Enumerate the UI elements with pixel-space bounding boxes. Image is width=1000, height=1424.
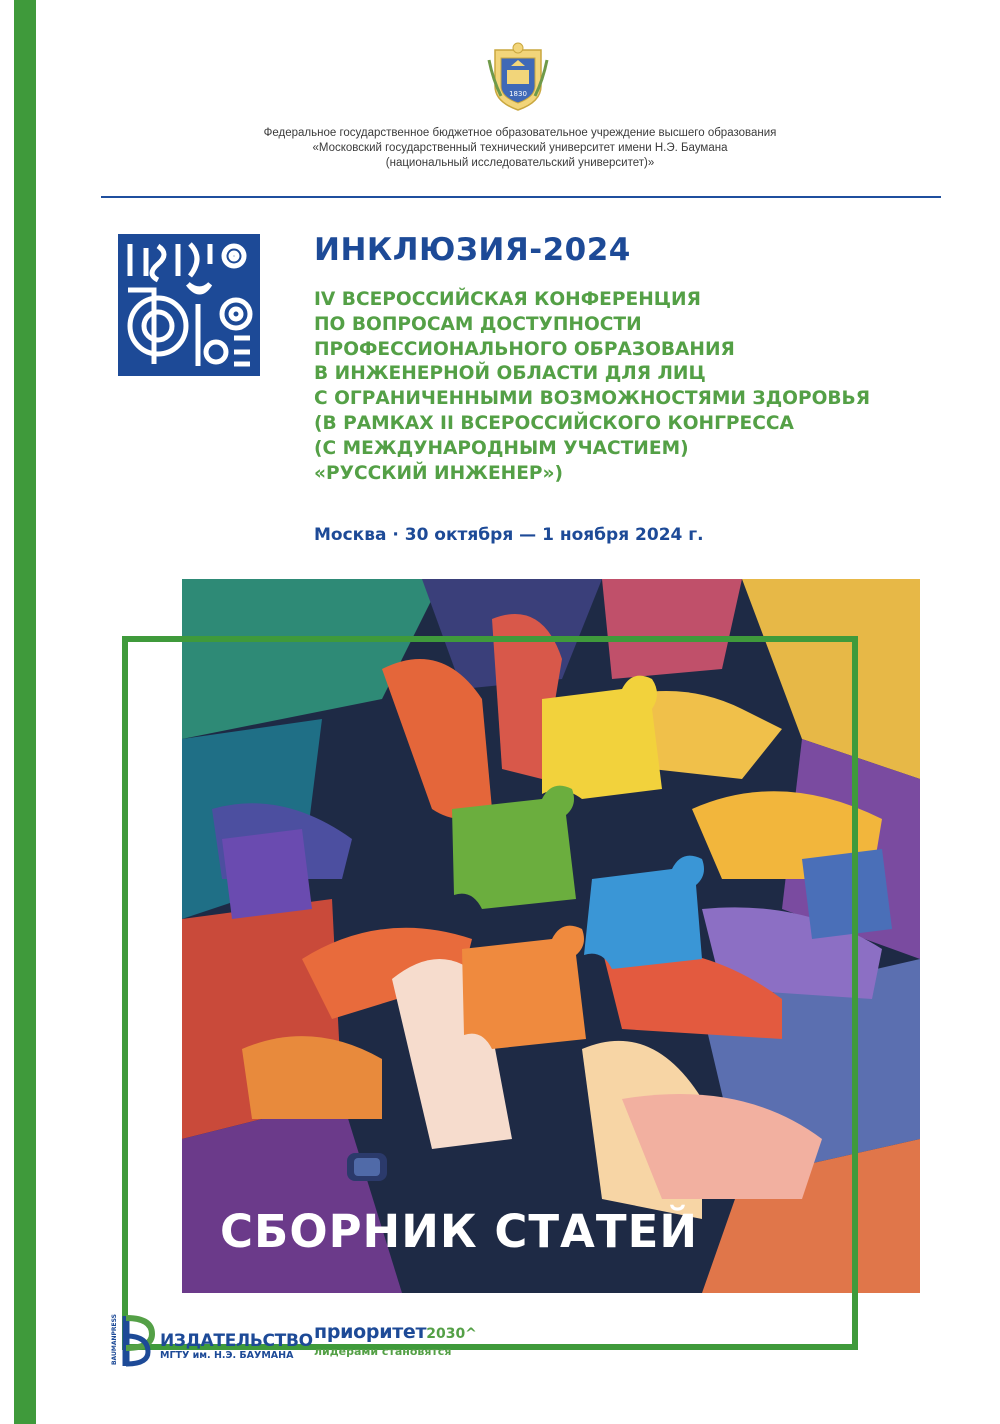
conference-line-2: ПО ВОПРОСАМ ДОСТУПНОСТИ [314, 313, 642, 335]
header-line-3: (национальный исследовательский университет)» [385, 157, 655, 169]
cover-illustration [182, 579, 920, 1293]
emblem-year: 1830 [509, 90, 527, 98]
collection-title: СБОРНИК СТАТЕЙ [220, 1205, 698, 1258]
university-emblem-icon [487, 40, 549, 112]
conference-line-5: С ОГРАНИЧЕННЫМИ ВОЗМОЖНОСТЯМИ ЗДОРОВЬЯ [314, 388, 871, 410]
priority-word: приоритет [314, 1321, 427, 1343]
hands-puzzle-image [182, 579, 920, 1293]
conference-line-1: IV ВСЕРОССИЙСКАЯ КОНФЕРЕНЦИЯ [314, 289, 701, 310]
institution-header [120, 126, 920, 171]
publisher-block [160, 1332, 313, 1361]
conference-title: ИНКЛЮЗИЯ-2024 [314, 232, 631, 268]
conference-subtitle [314, 288, 870, 486]
conference-line-3: ПРОФЕССИОНАЛЬНОГО ОБРАЗОВАНИЯ [314, 338, 735, 360]
publisher-vertical-label: BAUMANPRESS [111, 1314, 118, 1366]
conference-logo-icon [118, 234, 260, 376]
priority-2030-logo [314, 1321, 477, 1358]
conference-line-6: (В РАМКАХ II ВСЕРОССИЙСКОГО КОНГРЕССА [314, 412, 794, 434]
header-line-2: «Московский государственный технический университет имени Н.Э. Баумана [312, 142, 728, 154]
header-line-1: Федеральное государственное бюджетное образовательное учреждение высшего образования [263, 127, 777, 139]
conference-line-4: В ИНЖЕНЕРНОЙ ОБЛАСТИ ДЛЯ ЛИЦ [314, 363, 706, 385]
publisher-logo-icon [118, 1312, 158, 1370]
side-stripe [14, 0, 36, 1424]
header-divider [101, 196, 941, 198]
conference-date: Москва · 30 октября — 1 ноября 2024 г. [314, 525, 704, 545]
publisher-name: ИЗДАТЕЛЬСТВО [160, 1331, 313, 1351]
priority-slogan: лидерами становятся [314, 1345, 452, 1358]
conference-line-8: «РУССКИЙ ИНЖЕНЕР») [314, 462, 564, 484]
conference-line-7: (С МЕЖДУНАРОДНЫМ УЧАСТИЕМ) [314, 437, 689, 459]
priority-year: 2030^ [426, 1326, 477, 1342]
publisher-subtitle: МГТУ им. Н.Э. БАУМАНА [160, 1350, 294, 1361]
